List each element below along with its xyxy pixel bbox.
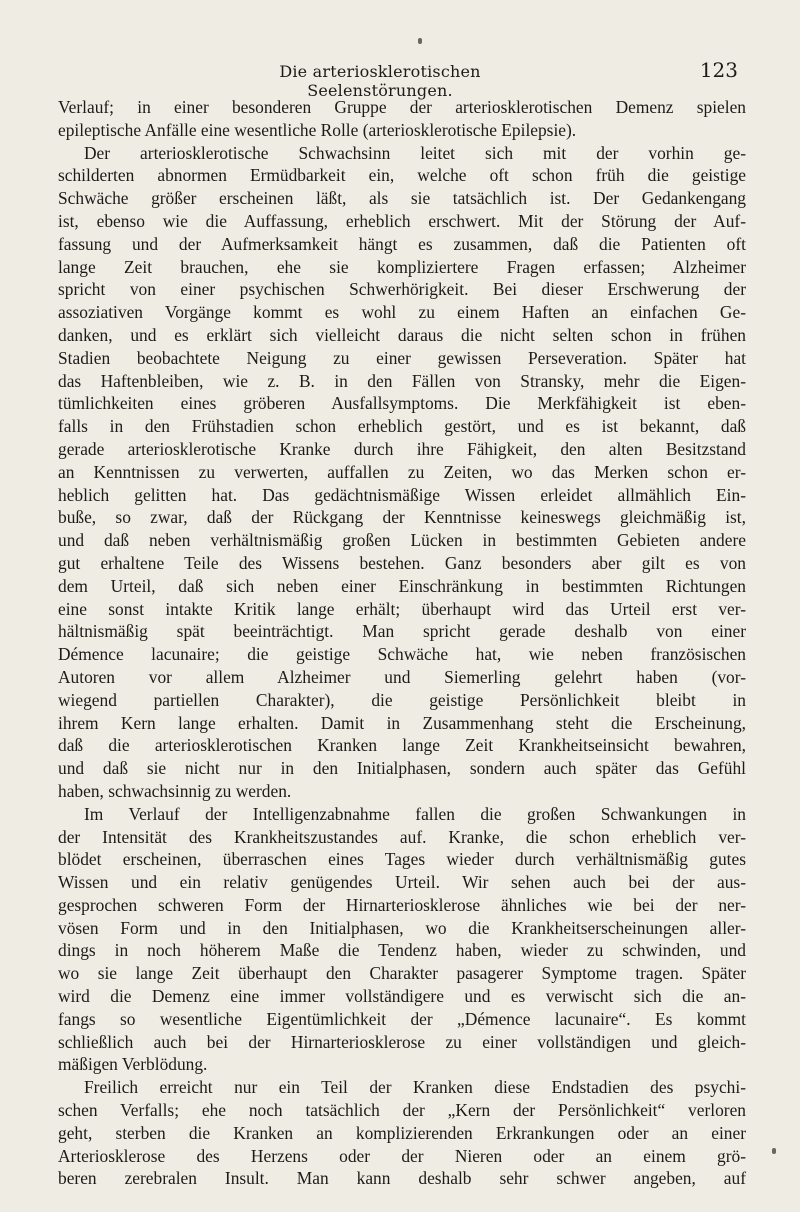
text-line: spricht von einer psychischen Schwerhörigkeit. Bei dieser Erschwerung der [58, 279, 746, 300]
text-line: wo sie lange Zeit überhaupt den Charakter pasagerer Symptome tragen. Später [58, 963, 746, 984]
text-line: lange Zeit brauchen, ehe sie kompliziertere Fragen erfassen; Alzheimer [58, 256, 746, 277]
text-line: Stadien beobachtete Neigung zu einer gewissen Perseveration. Später hat [58, 347, 746, 368]
text-line: Schwäche größer erscheinen läßt, als sie tatsächlich ist. Der Gedankengang [58, 188, 746, 209]
text-line: und daß neben verhältnismäßig großen Lücken in bestimmten Gebieten andere [58, 530, 746, 551]
text-line: fangs so wesentliche Eigentümlichkeit der „Démence lacunaire“. Es kommt [58, 1008, 746, 1029]
page-number: 123 [699, 58, 738, 82]
text-line: das Haftenbleiben, wie z. B. in den Fällen von Stransky, mehr die Eigen- [58, 370, 746, 391]
text-line: epileptische Anfälle eine wesentliche Rolle (arteriosklerotische Epilepsie). [58, 119, 577, 140]
text-line: gut erhaltene Teile des Wissens bestehen. Ganz besonders aber gilt es von [58, 552, 746, 573]
text-line: beren zerebralen Insult. Man kann deshalb sehr schwer angeben, auf [58, 1168, 746, 1189]
text-line: gerade arteriosklerotische Kranke durch ihre Fähigkeit, den alten Besitzstand [58, 438, 746, 459]
text-line: Freilich erreicht nur ein Teil der Kranken diese Endstadien des psychi- [84, 1077, 746, 1098]
text-line: schilderten abnormen Ermüdbarkeit ein, welche oft schon früh die geistige [58, 165, 746, 186]
text-line: Wissen und ein relativ genügendes Urteil. Wir sehen auch bei der aus- [58, 872, 746, 893]
text-line: fassung und der Aufmerksamkeit hängt es zusammen, daß die Patienten oft [58, 233, 746, 254]
text-line: gesprochen schweren Form der Hirnarteriosklerose ähnliches wie bei der ner- [58, 894, 746, 915]
text-line: blödet erscheinen, überraschen eines Tages wieder durch verhältnismäßig gutes [58, 849, 746, 870]
text-line: Démence lacunaire; die geistige Schwäche hat, wie neben französischen [58, 644, 746, 665]
print-speck [772, 1148, 776, 1154]
text-line: Autoren vor allem Alzheimer und Siemerling gelehrt haben (vor- [58, 666, 746, 687]
text-line: schen Verfalls; ehe noch tatsächlich der „Kern der Persönlichkeit“ verloren [58, 1100, 746, 1121]
text-line: hältnismäßig spät beeinträchtigt. Man spricht gerade deshalb von einer [58, 621, 746, 642]
text-line: haben, schwachsinnig zu werden. [58, 780, 292, 801]
text-line: ist, ebenso wie die Auffassung, erheblich erschwert. Mit der Störung der Auf- [58, 210, 746, 231]
text-line: und daß sie nicht nur in den Initialphasen, sondern auch später das Gefühl [58, 758, 746, 779]
text-line: assoziativen Vorgänge kommt es wohl zu einem Haften an einfachen Ge- [58, 302, 746, 323]
text-line: heblich gelitten hat. Das gedächtnismäßige Wissen erleidet allmählich Ein- [58, 484, 746, 505]
text-line: schließlich auch bei der Hirnarteriosklerose zu einer vollständigen und gleich- [58, 1031, 746, 1052]
text-line: danken, und es erklärt sich vielleicht daraus die nicht selten schon in frühen [58, 324, 746, 345]
text-line: an Kenntnissen zu verwerten, auffallen zu Zeiten, wo das Merken schon er- [58, 461, 746, 482]
text-line: tümlichkeiten eines gröberen Ausfallsymptoms. Die Merkfähigkeit ist eben- [58, 393, 746, 414]
text-line: der Intensität des Krankheitszustandes auf. Kranke, die schon erheblich ver- [58, 826, 746, 847]
text-line: Der arteriosklerotische Schwachsinn leitet sich mit der vorhin ge- [84, 142, 746, 163]
print-speck [418, 38, 422, 44]
text-line: wird die Demenz eine immer vollständigere und es verwischt sich die an- [58, 986, 746, 1007]
text-line: geht, sterben die Kranken an komplizierenden Erkrankungen oder an einer [58, 1122, 746, 1143]
text-line: Arteriosklerose des Herzens oder der Nieren oder an einem grö- [58, 1145, 746, 1166]
text-line: daß die arteriosklerotischen Kranken lange Zeit Krankheitseinsicht bewahren, [58, 735, 746, 756]
text-line: ihrem Kern lange erhalten. Damit in Zusammenhang steht die Erscheinung, [58, 712, 746, 733]
text-line: buße, so zwar, daß der Rückgang der Kenntnisse keineswegs gleichmäßig ist, [58, 507, 746, 528]
text-line: dem Urteil, daß sich neben einer Einschränkung in bestimmten Richtungen [58, 575, 746, 596]
text-line: falls in den Frühstadien schon erheblich gestört, und es ist bekannt, daß [58, 416, 746, 437]
text-line: vösen Form und in den Initialphasen, wo die Krankheitserscheinungen aller- [58, 917, 746, 938]
text-line: Verlauf; in einer besonderen Gruppe der arteriosklerotischen Demenz spielen [58, 97, 746, 117]
body-text [58, 96, 746, 1190]
text-line: eine sonst intakte Kritik lange erhält; überhaupt wird das Urteil erst ver- [58, 598, 746, 619]
text-line: wiegend partiellen Charakter), die geistige Persönlichkeit bleibt in [58, 689, 746, 710]
text-line: Im Verlauf der Intelligenzabnahme fallen die großen Schwankungen in [84, 803, 746, 824]
text-line: mäßigen Verblödung. [58, 1054, 208, 1075]
text-line: dings in noch höherem Maße die Tendenz haben, wieder zu schwinden, und [58, 940, 746, 961]
running-title: Die arteriosklerotischen Seelenstörungen. [279, 62, 481, 100]
